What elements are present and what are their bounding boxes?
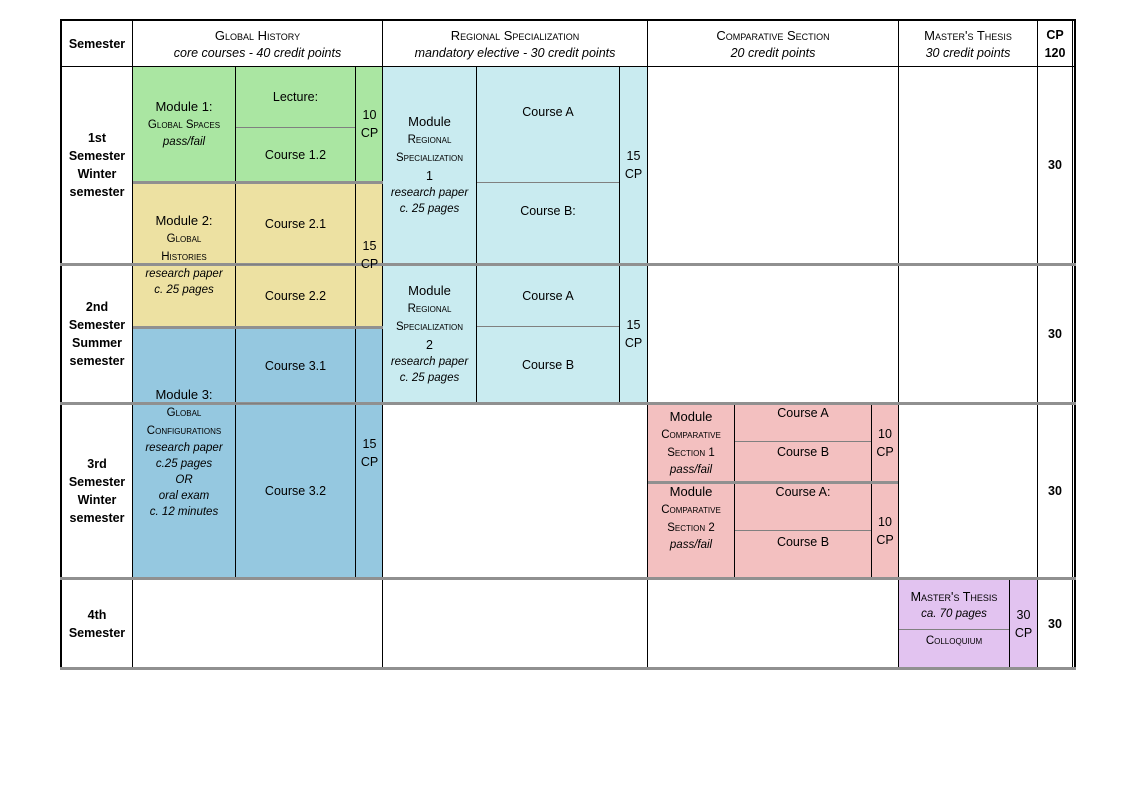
regional-module1-description: Module Regional Specialization 1 research paper c. 25 pages [390, 114, 469, 215]
semester-2-cp: 30 [1048, 327, 1062, 341]
header-regional [383, 21, 647, 66]
header-thesis-sub: 30 credit points [925, 45, 1011, 60]
header-global-history-sub: core courses - 40 credit points [173, 45, 342, 60]
comparative-module2-course-b: Course B [776, 535, 830, 549]
regional-module2-description: Module Regional Specialization 2 research paper c. 25 pages [390, 283, 469, 384]
header-global-history-title: Global History [214, 27, 301, 43]
comparative-module1-course-b: Course B [776, 445, 830, 459]
regional-module1-course-b: Course B: [520, 204, 576, 218]
module3-cp: 15 CP [360, 437, 379, 469]
semester-1-cp: 30 [1048, 158, 1062, 172]
semester-3-label: 3rd Semester Winter semester [68, 457, 126, 525]
border-right-inner [1072, 19, 1073, 670]
module1-cp: 10 CP [360, 108, 379, 140]
col-sep-3 [647, 19, 648, 670]
comparative-module1-course-a: Course A [777, 406, 829, 420]
thesis-colloquium: Colloquium [925, 635, 983, 647]
comparative-module1-cp: 10 CP [876, 427, 894, 459]
semester-4-cp: 30 [1048, 616, 1062, 631]
regional-module2-course-a: Course A [522, 289, 574, 303]
semester-2-label: 2nd Semester Summer semester [68, 300, 126, 368]
semester-3-cp: 30 [1048, 484, 1062, 498]
table-bottom-line [60, 667, 1076, 670]
header-thesis-title: Master's Thesis [924, 27, 1012, 43]
regional-module1-cp: 15 CP [624, 149, 643, 181]
regional-module1-course-a: Course A [522, 105, 574, 119]
module3-course-3-2: Course 3.2 [264, 483, 327, 498]
header-global-history [133, 21, 382, 66]
module2-course-2-2: Course 2.2 [264, 288, 327, 303]
header-comparative-sub: 20 credit points [730, 45, 816, 60]
regional-module2-course-b: Course B [521, 357, 575, 372]
module3-course-3-1: Course 3.1 [264, 359, 327, 373]
module1-description: Module 1: Global Spaces pass/fail [147, 99, 221, 148]
comparative-module2-description: Module Comparative Section 2 pass/fail [661, 484, 721, 551]
header-cp: CP 120 [1044, 27, 1066, 60]
module2-cp: 15 CP [360, 239, 379, 271]
regional-module2-cp: 15 CP [624, 318, 643, 350]
thesis-cp: 30 CP [1014, 607, 1033, 640]
module1-course-lecture: Lecture: [272, 90, 319, 104]
header-comparative [648, 21, 898, 66]
header-comparative-title: Comparative Section [716, 27, 830, 43]
module2-description: Module 2: Global Histories research paper c. 25 pages [145, 213, 223, 296]
semester-4-label: 4th Semester [68, 607, 126, 640]
module2-course-2-1: Course 2.1 [264, 217, 327, 231]
header-regional-title: Regional Specialization [450, 27, 580, 43]
comparative-module2-course-a: Course A: [775, 485, 831, 499]
module3-description: Module 3: Global Configurations research paper c.25 pages OR oral exam c. 12 minutes [145, 387, 223, 518]
comparative-module1-description: Module Comparative Section 1 pass/fail [661, 409, 721, 476]
comparative-module2-cp: 10 CP [876, 514, 894, 547]
header-thesis [899, 21, 1037, 66]
col-sep-4 [898, 19, 899, 670]
module1-course-1-2: Course 1.2 [264, 147, 327, 162]
header-regional-sub: mandatory elective - 30 credit points [414, 45, 616, 60]
header-semester: Semester [68, 36, 126, 51]
thesis-description: Master's Thesis ca. 70 pages [910, 589, 998, 620]
semester-1-label: 1st Semester Winter semester [68, 131, 126, 199]
